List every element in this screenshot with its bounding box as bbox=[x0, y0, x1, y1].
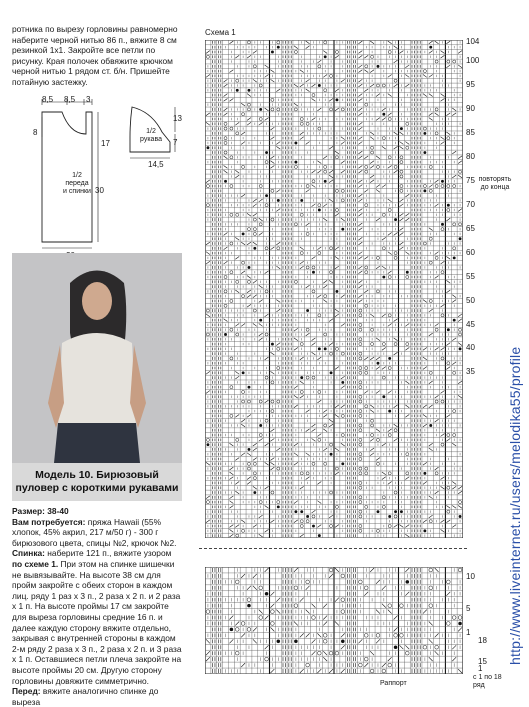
row-label-104: 104 bbox=[466, 37, 480, 46]
row-label-70: 70 bbox=[466, 199, 475, 209]
lower-row-label-0: 10 bbox=[466, 572, 475, 581]
watermark: http://www.liveinternet.ru/users/melodika55/profile bbox=[507, 346, 523, 665]
row-label-35: 35 bbox=[466, 367, 475, 377]
row-label-95: 95 bbox=[466, 80, 475, 90]
lower-row-label-4: 15 bbox=[478, 657, 487, 666]
range-note: с 1 по 18 ряд bbox=[473, 674, 502, 689]
sleeve-label: 1/2 рукава bbox=[140, 128, 162, 143]
knitting-chart-lower bbox=[205, 567, 463, 674]
repeat-note: повторять до конца bbox=[478, 176, 512, 191]
row-label-60: 60 bbox=[466, 247, 475, 257]
model-title-box bbox=[12, 463, 182, 501]
measure-armhole: 17 bbox=[101, 139, 110, 148]
front-back-label: 1/2 переда и спинки bbox=[63, 172, 91, 195]
sleeve-measure-top: 13 bbox=[173, 114, 182, 123]
front-paragraph: Перед: вяжите аналогично спинке до выреза bbox=[12, 686, 159, 707]
back-paragraph: Спинка: наберите 121 п., вяжите узором по схеме 1. При этом на спинке шишечки не вывязывайте. На высоте 38 см для пройм закройте с обеих сторон в каждом лиц. ряду 1 раз х 3 п., 2 раза х 2 п. и 2 раза х 1 п. На высоте проймы 17 см закройте для выреза горловины средние 16 п. и далее каждую сторону вяжите отдельно, закрывая с внутренней стороны в каждом 2-м ряду 2 раза х 3 п., 2 раза х 2 п. и 3 раза х 1 п. Оставшиеся петли плеча закройте на высоте проймы 20 см. Другую сторону горловины довяжите симметрично. bbox=[12, 548, 182, 686]
measure-top-2: 8,5 bbox=[64, 95, 76, 104]
rapport-label: Раппорт bbox=[380, 680, 407, 687]
sleeve-measure-width: 14,5 bbox=[148, 160, 164, 169]
sleeve-measure-bottom: 7 bbox=[173, 138, 178, 147]
instructions-text bbox=[12, 506, 182, 707]
measure-left: 8 bbox=[33, 128, 38, 137]
row-label-45: 45 bbox=[466, 319, 475, 329]
model-title: Модель 10. Бирюзовый пуловер с короткими рукавами bbox=[15, 469, 179, 494]
measure-top-1: 8,5 bbox=[42, 95, 54, 104]
row-label-75: 75 bbox=[466, 175, 475, 185]
chart-break-line bbox=[199, 548, 467, 549]
row-label-80: 80 bbox=[466, 151, 475, 161]
chart-title: Схема 1 bbox=[205, 28, 236, 37]
model-photo bbox=[12, 253, 182, 463]
row-label-50: 50 bbox=[466, 295, 475, 305]
lower-row-label-5: 1 bbox=[478, 664, 483, 673]
size-line: Размер: 38-40 bbox=[12, 506, 69, 516]
knitting-chart-upper bbox=[205, 40, 463, 538]
intro-paragraph: ротника по вырезу горловины равномерно наберите черной нитью 86 п., вяжите 8 см резинкой 1х1. Закройте все петли по рисунку. Края полочек обвяжите крючком черной нитью 1 рядом ст. б/н. Пришейте потайную застежку. bbox=[12, 24, 178, 87]
row-label-100: 100 bbox=[466, 56, 480, 66]
lower-row-label-3: 18 bbox=[478, 636, 487, 645]
lower-row-label-1: 5 bbox=[466, 604, 471, 613]
measure-top-3: 3 bbox=[86, 95, 91, 104]
row-label-65: 65 bbox=[466, 223, 475, 233]
row-label-90: 90 bbox=[466, 104, 475, 114]
lower-row-label-2: 1 bbox=[466, 628, 471, 637]
materials-paragraph: Вам потребуется: пряжа Hawaii (55% хлопок, 45% акрил, 217 м/50 г) - 300 г бирюзового цвета, спицы №2, крючок №2. bbox=[12, 516, 177, 548]
row-label-55: 55 bbox=[466, 271, 475, 281]
row-label-85: 85 bbox=[466, 127, 475, 137]
measure-height: 30 bbox=[95, 186, 104, 195]
row-label-40: 40 bbox=[466, 343, 475, 353]
